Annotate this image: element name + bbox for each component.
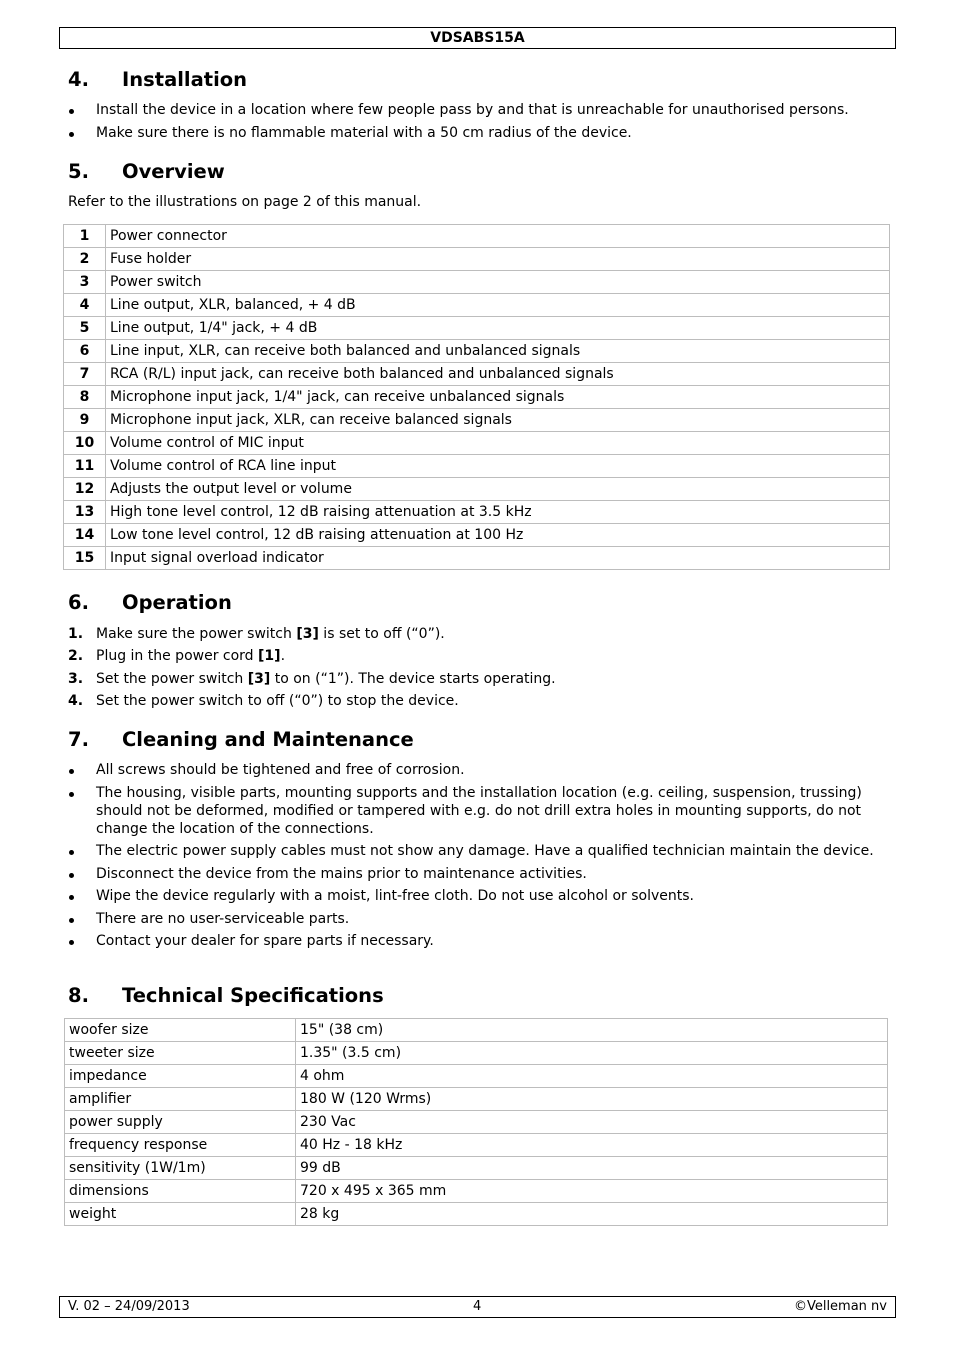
spec-value: 28 kg (296, 1203, 888, 1226)
table-row (64, 386, 890, 409)
item-number: 8 (64, 386, 106, 409)
table-row (65, 1019, 888, 1042)
section-title: Cleaning and Maintenance (122, 728, 414, 751)
list-item: Disconnect the device from the mains prior to maintenance activities. (68, 865, 888, 883)
item-number: 6 (64, 340, 106, 363)
list-item: Wipe the device regularly with a moist, lint-free cloth. Do not use alcohol or solvents. (68, 887, 888, 905)
section-heading-specs (68, 984, 384, 1008)
step-text: Make sure the power switch (96, 626, 297, 642)
step-text: Plug in the power cord (96, 648, 259, 665)
item-description: Volume control of RCA line input (106, 455, 890, 478)
specs-table (64, 1018, 888, 1226)
step-number: 3. (68, 670, 84, 687)
item-reference: [1] (258, 648, 281, 665)
item-description: Line output, XLR, balanced, + 4 dB (106, 294, 890, 317)
item-description: Power switch (106, 271, 890, 294)
table-row (65, 1111, 888, 1134)
table-row (64, 317, 890, 340)
step-text: Set the power switch (96, 670, 248, 687)
spec-value: 180 W (120 Wrms) (296, 1088, 888, 1111)
table-row (65, 1042, 888, 1065)
section-number: 6. (68, 591, 89, 614)
list-item: The electric power supply cables must not show any damage. Have a qualified technician maintain the device. (68, 842, 888, 860)
table-row (64, 271, 890, 294)
step-number: 2. (68, 648, 84, 665)
spec-label: weight (65, 1203, 296, 1226)
table-row (65, 1203, 888, 1226)
spec-value: 40 Hz - 18 kHz (296, 1134, 888, 1157)
item-description: High tone level control, 12 dB raising attenuation at 3.5 kHz (106, 501, 890, 524)
list-item: There are no user-serviceable parts. (68, 910, 888, 928)
item-description: Line input, XLR, can receive both balanced and unbalanced signals (106, 340, 890, 363)
section-number: 5. (68, 160, 89, 183)
list-item: Contact your dealer for spare parts if necessary. (68, 932, 888, 950)
table-row (64, 248, 890, 271)
spec-label: amplifier (65, 1088, 296, 1111)
list-item (68, 670, 888, 688)
table-row (65, 1180, 888, 1203)
spec-value: 4 ohm (296, 1065, 888, 1088)
item-number: 9 (64, 409, 106, 432)
spec-label: dimensions (65, 1180, 296, 1203)
table-row (64, 225, 890, 248)
table-row (64, 363, 890, 386)
item-description: Input signal overload indicator (106, 547, 890, 570)
item-number: 5 (64, 317, 106, 340)
section-number: 8. (68, 984, 89, 1007)
table-row (64, 501, 890, 524)
item-number: 15 (64, 547, 106, 570)
spec-value: 99 dB (296, 1157, 888, 1180)
item-number: 10 (64, 432, 106, 455)
spec-value: 230 Vac (296, 1111, 888, 1134)
list-item: All screws should be tightened and free of corrosion. (68, 761, 888, 779)
item-reference: [3] (247, 670, 271, 687)
table-row (64, 409, 890, 432)
step-text-continued: is set to off (“0”). (318, 626, 445, 642)
item-description: Adjusts the output level or volume (106, 478, 890, 501)
item-number: 13 (64, 501, 106, 524)
section-title: Technical Specifications (122, 984, 384, 1007)
spec-label: impedance (65, 1065, 296, 1088)
list-item (68, 625, 888, 643)
table-row (64, 432, 890, 455)
table-row (65, 1088, 888, 1111)
table-row (65, 1134, 888, 1157)
section-title: Operation (122, 591, 232, 614)
spec-label: frequency response (65, 1134, 296, 1157)
spec-label: sensitivity (1W/1m) (65, 1157, 296, 1180)
list-item: Make sure there is no flammable material with a 50 cm radius of the device. (68, 124, 888, 142)
step-number: 4. (68, 693, 84, 710)
table-row (64, 455, 890, 478)
section-number: 4. (68, 68, 89, 91)
cleaning-list (68, 761, 888, 955)
spec-label: tweeter size (65, 1042, 296, 1065)
footer-copyright: ©Velleman nv (793, 1299, 887, 1314)
installation-list (68, 101, 888, 146)
overview-table (63, 224, 890, 570)
list-item: The housing, visible parts, mounting supports and the installation location (e.g. ceiling, suspension, trussing) should not be deformed, modified or tampered with e.g. do not drill extra holes in mounting supports, do not change the location of the connections. (68, 784, 888, 838)
table-row (64, 294, 890, 317)
overview-intro: Refer to the illustrations on page 2 of this manual. (68, 194, 422, 210)
spec-value: 1.35" (3.5 cm) (296, 1042, 888, 1065)
section-heading-cleaning (68, 728, 414, 752)
item-description: Line output, 1/4" jack, + 4 dB (106, 317, 890, 340)
section-heading-operation (68, 591, 232, 615)
table-row (65, 1157, 888, 1180)
step-text-continued: . (280, 648, 286, 665)
item-number: 1 (64, 225, 106, 248)
item-number: 14 (64, 524, 106, 547)
section-heading-overview (68, 160, 225, 184)
item-number: 12 (64, 478, 106, 501)
spec-value: 720 x 495 x 365 mm (296, 1180, 888, 1203)
operation-steps (68, 625, 888, 715)
item-number: 7 (64, 363, 106, 386)
model-name: VDSABS15A (430, 30, 525, 46)
item-description: Volume control of MIC input (106, 432, 890, 455)
footer-page-number: 4 (473, 1299, 482, 1314)
spec-value: 15" (38 cm) (296, 1019, 888, 1042)
document-header (59, 27, 896, 49)
table-row (65, 1065, 888, 1088)
item-number: 11 (64, 455, 106, 478)
table-row (64, 547, 890, 570)
item-description: Fuse holder (106, 248, 890, 271)
spec-label: power supply (65, 1111, 296, 1134)
document-footer (59, 1296, 896, 1318)
item-description: Microphone input jack, XLR, can receive balanced signals (106, 409, 890, 432)
section-title: Overview (122, 160, 225, 183)
table-row (64, 524, 890, 547)
list-item (68, 692, 888, 710)
item-number: 3 (64, 271, 106, 294)
step-text-continued: to on (“1”). The device starts operating. (270, 670, 556, 687)
list-item: Install the device in a location where few people pass by and that is unreachable for unauthorised persons. (68, 101, 888, 119)
footer-version: V. 02 – 24/09/2013 (68, 1299, 190, 1314)
step-number: 1. (68, 626, 84, 642)
item-description: Microphone input jack, 1/4" jack, can receive unbalanced signals (106, 386, 890, 409)
item-description: Power connector (106, 225, 890, 248)
table-row (64, 478, 890, 501)
item-number: 2 (64, 248, 106, 271)
section-title: Installation (122, 68, 248, 91)
item-description: RCA (R/L) input jack, can receive both balanced and unbalanced signals (106, 363, 890, 386)
section-heading-installation (68, 68, 247, 92)
step-text: Set the power switch to off (“0”) to stop the device. (96, 693, 459, 710)
item-description: Low tone level control, 12 dB raising attenuation at 100 Hz (106, 524, 890, 547)
item-reference: [3] (296, 626, 319, 642)
list-item (68, 647, 888, 665)
item-number: 4 (64, 294, 106, 317)
section-number: 7. (68, 728, 89, 751)
spec-label: woofer size (65, 1019, 296, 1042)
table-row (64, 340, 890, 363)
